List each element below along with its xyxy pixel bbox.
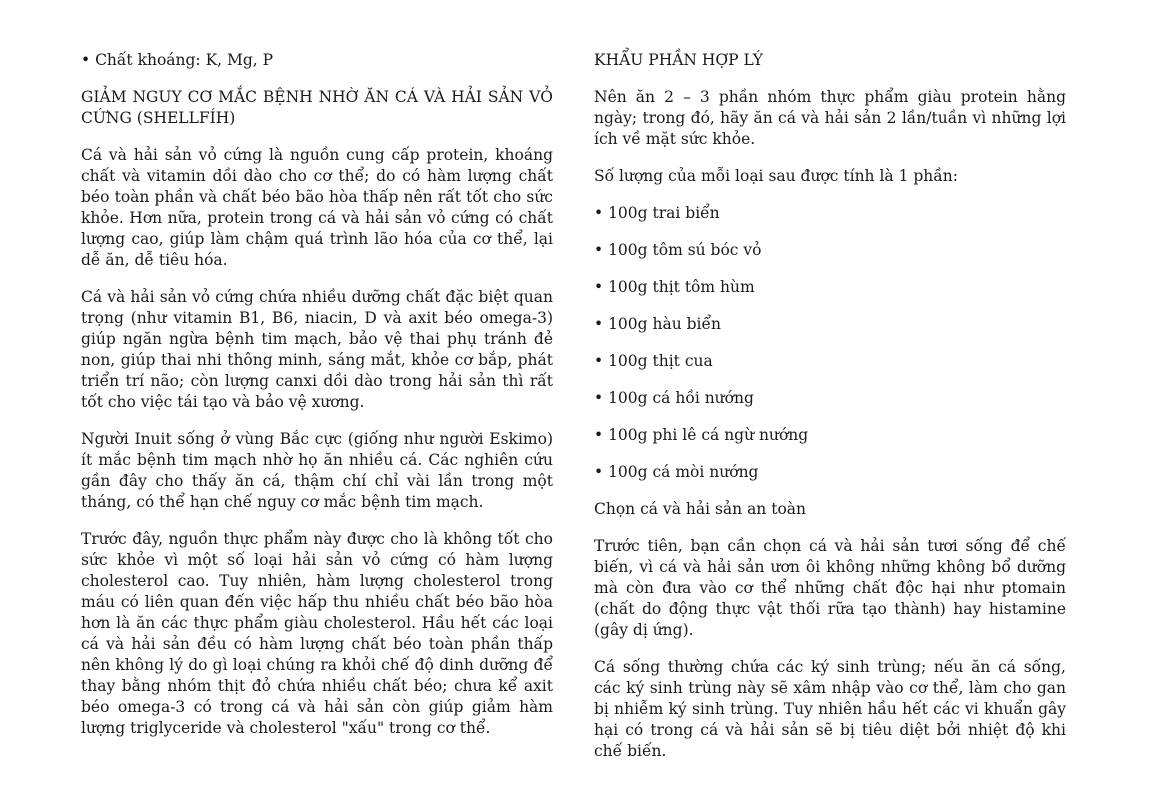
paragraph: Cá và hải sản vỏ cứng là nguồn cung cấp protein, khoáng chất và vitamin dồi dào cho cơ thể; do có hàm lượng chất béo toàn phần và chất béo bão hòa thấp nên rất tốt cho sức khỏe. Hơn nữa, protein trong cá và hải sản vỏ cứng có chất lượng cao, giúp làm chậm quá trình lão hóa của cơ thể, lại dễ ăn, dễ tiêu hóa.: [81, 146, 553, 269]
list-item: • 100g tôm sú bóc vỏ: [594, 241, 762, 259]
paragraph: Cá và hải sản vỏ cứng chứa nhiều dưỡng chất đặc biệt quan trọng (như vitamin B1, B6, niacin, D và axit béo omega-3) giúp ngăn ngừa bệnh tim mạch, bảo vệ thai phụ tránh đẻ non, giúp thai nhi thông minh, sáng mắt, khỏe cơ bắp, phát triển trí não; còn lượng canxi dồi dào trong hải sản thì rất tốt cho việc tái tạo và bảo vệ xương.: [81, 288, 553, 411]
list-item: • 100g phi lê cá ngừ nướng: [594, 426, 809, 444]
paragraph: Trước tiên, bạn cần chọn cá và hải sản tươi sống để chế biến, vì cá và hải sản ươn ôi không những không bổ dưỡng mà còn đưa vào cơ thể những chất độc hại như ptomain (chất do động thực vật thối rữa tạo thành) hay histamine (gây dị ứng).: [594, 537, 1066, 639]
list-item: • 100g cá hồi nướng: [594, 389, 754, 407]
portion-lead: Số lượng của mỗi loại sau được tính là 1 phần:: [594, 167, 958, 185]
list-item: • 100g cá mòi nướng: [594, 463, 759, 481]
paragraph: Nên ăn 2 – 3 phần nhóm thực phẩm giàu protein hằng ngày; trong đó, hãy ăn cá và hải sản 2 lần/tuần vì những lợi ích về mặt sức khỏe.: [594, 88, 1066, 148]
list-item: • 100g trai biển: [594, 204, 720, 222]
section-heading-portion: KHẨU PHẦN HỢP LÝ: [594, 51, 764, 69]
list-item: • 100g hàu biển: [594, 315, 722, 333]
paragraph: Trước đây, nguồn thực phẩm này được cho là không tốt cho sức khỏe vì một số loại hải sản vỏ cứng có hàm lượng cholesterol cao. Tuy nhiên, hàm lượng cholesterol trong máu có liên quan đến việc hấp thu nhiều chất béo bão hòa hơn là ăn các thực phẩm giàu cholesterol. Hầu hết các loại cá và hải sản đều có hàm lượng chất béo toàn phần thấp nên không lý do gì loại chúng ra khỏi chế độ dinh dưỡng để thay bằng nhóm thịt đỏ chứa nhiều chất béo; chưa kể axit béo omega-3 có trong cá và hải sản còn giúp giảm hàm lượng triglyceride và cholesterol "xấu" trong cơ thể.: [81, 530, 553, 737]
list-item: • 100g thịt tôm hùm: [594, 278, 755, 296]
right-column: [594, 50, 1066, 778]
minerals-line: • Chất khoáng: K, Mg, P: [81, 51, 274, 69]
paragraph: Cá sống thường chứa các ký sinh trùng; nếu ăn cá sống, các ký sinh trùng này sẽ xâm nhập vào cơ thể, làm cho gan bị nhiễm ký sinh trùng. Tuy nhiên hầu hết các vi khuẩn gây hại có trong cá và hải sản sẽ bị tiêu diệt bởi nhiệt độ khi chế biến.: [594, 658, 1066, 760]
left-column: [81, 50, 553, 755]
section-heading-shellfish: GIẢM NGUY CƠ MẮC BỆNH NHỜ ĂN CÁ VÀ HẢI SẢN VỎ CỨNG (SHELLFÍH): [81, 88, 553, 127]
subheading-safe-seafood: Chọn cá và hải sản an toàn: [594, 500, 807, 518]
list-item: • 100g thịt cua: [594, 352, 713, 370]
paragraph: Người Inuit sống ở vùng Bắc cực (giống như người Eskimo) ít mắc bệnh tim mạch nhờ họ ăn nhiều cá. Các nghiên cứu gần đây cho thấy ăn cá, thậm chí chỉ vài lần trong một tháng, có thể hạn chế nguy cơ mắc bệnh tim mạch.: [81, 430, 553, 511]
